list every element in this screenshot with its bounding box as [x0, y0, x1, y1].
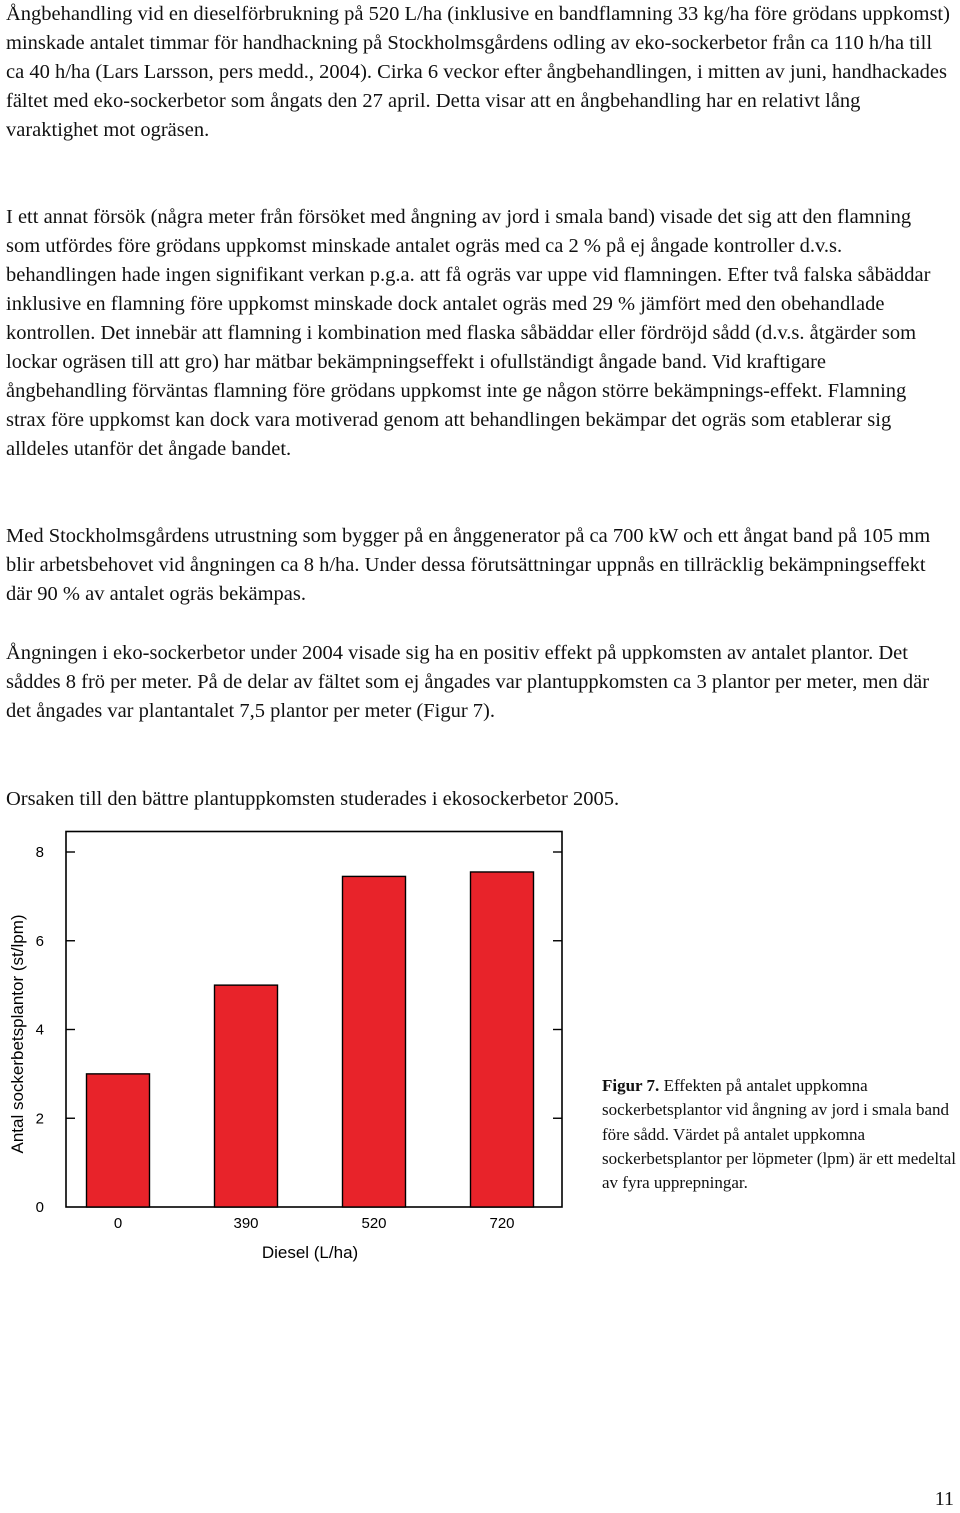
bar [215, 985, 278, 1207]
y-tick-label: 0 [35, 1199, 44, 1216]
y-tick-label: 4 [35, 1021, 44, 1039]
y-tick-label: 6 [35, 932, 44, 950]
x-tick-label: 0 [113, 1215, 123, 1232]
body-paragraph-4: Ångningen i eko-sockerbetor under 2004 visade sig ha en positiv effekt på uppkomsten av antalet plantor. Det såddes 8 frö per meter. På de delar av fältet som ej ångades var plantuppkomsten ca 3 plantor per meter, men där det ångades var plantantalet 7,5 plantor per meter (Figur 7). [6, 642, 930, 722]
x-tick-label: 390 [233, 1215, 259, 1232]
y-tick-label: 8 [35, 844, 44, 861]
figure-caption [602, 1074, 958, 1195]
bars [87, 872, 534, 1207]
x-axis [114, 1215, 515, 1232]
body-paragraph-2: I ett annat försök (några meter från försöket med ångning av jord i smala band) visade det sig att den flamning som utfördes före grödans uppkomst minskade antalet ogräs med ca 2 % på ej ångade kontroller d.v.s. behandlingen hade ingen signifikant verkan p.g.a. att få ogräs var uppe vid flamningen. Efter två falska såbäddar inklusive en flamning före uppkomst minskade dock antalet ogräs med 29 % jämfört med den obehandlade kontrollen. Det innebär att flamning i kombination med flaska såbäddar eller fördröjd sådd (d.v.s. åtgärder som lockar ogräsen till att gro) har mätbar bekämpningseffekt i ofullständigt ångade band. Vid kraftigare ångbehandling förväntas flamning före grödans uppkomst inte ge någon större bekämpnings-effekt. Flamning strax före uppkomst kan dock vara motiverad genom att behandlingen bekämpar det ogräs som etablerar sig alldeles utanför det ångade bandet. [6, 206, 931, 460]
bar-chart [0, 820, 600, 1270]
y-tick-label: 2 [35, 1110, 44, 1128]
body-paragraph-1: Ångbehandling vid en dieselförbrukning på 520 L/ha (inklusive en bandflamning 33 kg/ha före grödans uppkomst) minskade antalet timmar för handhackning på Stockholmsgårdens odling av eko-sockerbetor från ca 110 h/ha till ca 40 h/ha (Lars Larsson, pers medd., 2004). Cirka 6 veckor efter ångbehandlingen, i mitten av juni, handhackades fältet med eko-sockerbetor som ångats den 27 april. Detta visar att en ångbehandling har en relativt lång varaktighet mot ogräsen. [6, 3, 950, 141]
x-tick-label: 720 [489, 1215, 515, 1232]
bar [471, 872, 534, 1207]
bar [87, 1074, 150, 1207]
bar [343, 876, 406, 1207]
x-axis-title: Diesel (L/ha) [261, 1243, 359, 1262]
page-number: 11 [934, 1488, 954, 1510]
figure-caption-text: Effekten på antalet uppkomna sockerbetsplantor vid ångning av jord i smala band före sådd. Värdet på antalet uppkomna sockerbetsplantor per löpmeter (lpm) är ett medeltal av fyra upprepningar. [602, 1076, 957, 1193]
y-axis-title: Antal sockerbetsplantor (st/lpm) [8, 914, 27, 1154]
body-paragraph-3: Med Stockholmsgårdens utrustning som bygger på en ånggenerator på ca 700 kW och ett ångat band på 105 mm blir arbetsbehovet vid ångningen ca 8 h/ha. Under dessa förutsättningar uppnås en tillräcklig bekämpningseffekt där 90 % av antalet ogräs bekämpas. [6, 525, 931, 605]
body-paragraph-5: Orsaken till den bättre plantuppkomsten studerades i ekosockerbetor 2005. [6, 788, 620, 810]
x-tick-label: 520 [361, 1215, 387, 1232]
figure-label: Figur 7. [602, 1076, 660, 1095]
